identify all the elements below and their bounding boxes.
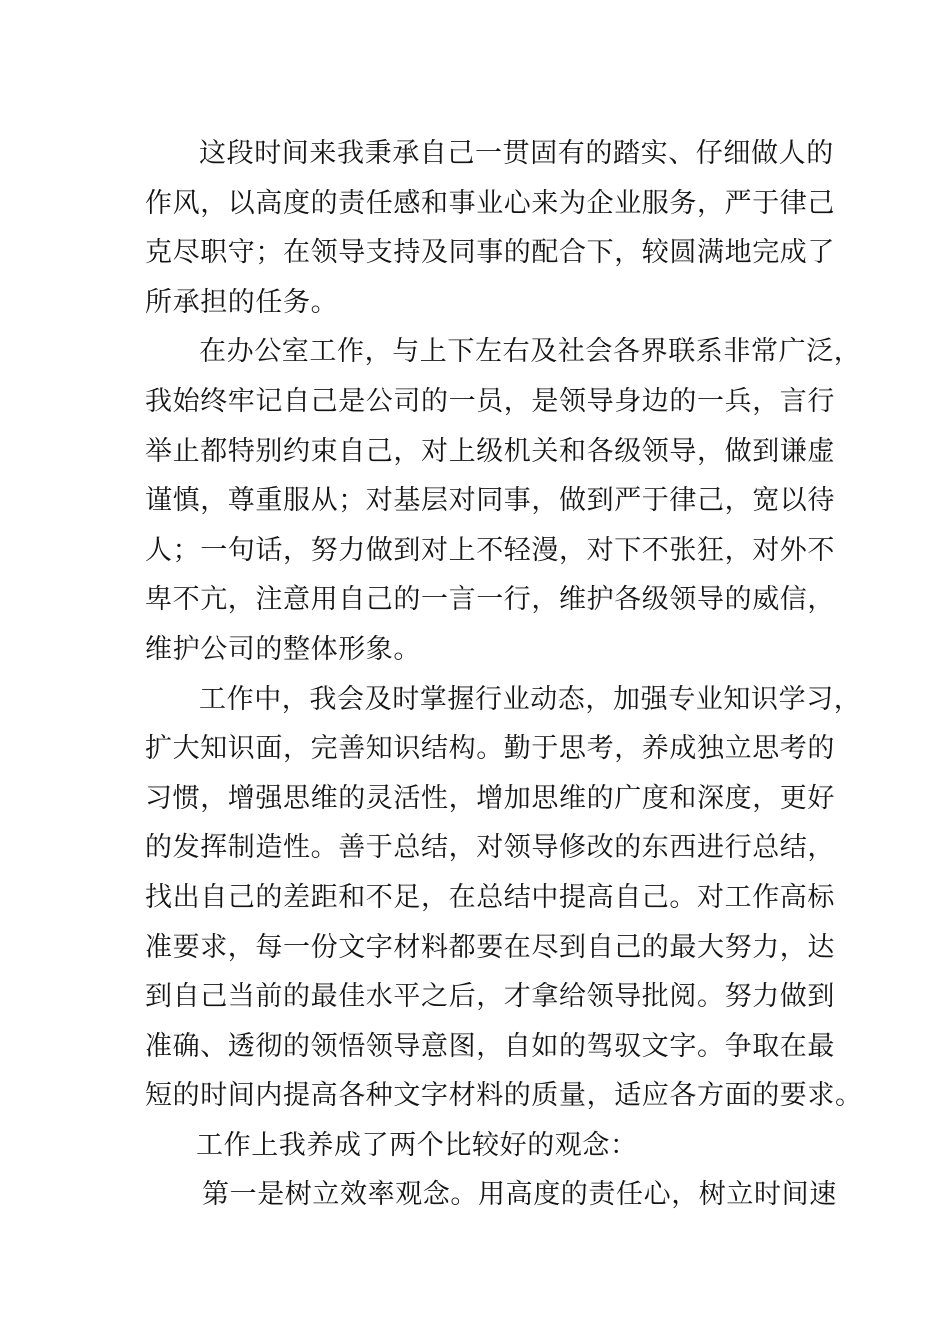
paragraph-1-line-1: 这段时间来我秉承自己一贯固有的踏实、仔细做人的	[199, 138, 834, 169]
paragraph-1-line-2: 作风，以高度的责任感和事业心来为企业服务，严于律己	[145, 187, 835, 219]
paragraph-3-line-3: 习惯，增强思维的灵活性，增加思维的广度和深度，更好	[145, 782, 835, 814]
paragraph-3-line-6: 准要求，每一份文字材料都要在尽到自己的最大努力，达	[145, 931, 835, 963]
paragraph-3-line-8: 准确、透彻的领悟领导意图，自如的驾驭文字。争取在最	[145, 1030, 835, 1062]
paragraph-2-line-2: 我始终牢记自己是公司的一员，是领导身边的一兵，言行	[145, 385, 835, 417]
paragraph-2-line-7: 维护公司的整体形象。	[145, 633, 421, 665]
paragraph-3-line-5: 找出自己的差距和不足，在总结中提高自己。对工作高标	[145, 881, 835, 913]
paragraph-5-line-1: 第一是树立效率观念。用高度的责任心，树立时间速	[202, 1179, 837, 1211]
paragraph-2-line-6: 卑不亢，注意用自己的一言一行，维护各级领导的威信，	[145, 584, 835, 616]
paragraph-2-line-3: 举止都特别约束自己，对上级机关和各级领导，做到谦虚	[145, 435, 835, 467]
paragraph-3-line-2: 扩大知识面，完善知识结构。勤于思考，养成独立思考的	[145, 733, 835, 765]
paragraph-4-line-1: 工作上我养成了两个比较好的观念：	[196, 1129, 638, 1161]
paragraph-3-line-1: 工作中，我会及时掌握行业动态，加强专业知识学习，	[199, 683, 862, 715]
paragraph-3-line-4: 的发挥制造性。善于总结，对领导修改的东西进行总结，	[145, 832, 835, 864]
paragraph-1-line-3: 克尽职守；在领导支持及同事的配合下，较圆满地完成了	[145, 237, 835, 269]
paragraph-3-line-9: 短的时间内提高各种文字材料的质量，适应各方面的要求。	[145, 1080, 863, 1112]
paragraph-2-line-4: 谨慎，尊重服从；对基层对同事，做到严于律己，宽以待	[145, 485, 835, 517]
paragraph-2-line-1: 在办公室工作，与上下左右及社会各界联系非常广泛，	[199, 336, 862, 368]
document-body	[145, 129, 863, 1220]
paragraph-1-line-4: 所承担的任务。	[145, 286, 339, 318]
paragraph-2-line-5: 人；一句话，努力做到对上不轻漫，对下不张狂，对外不	[145, 534, 835, 566]
paragraph-3-line-7: 到自己当前的最佳水平之后，才拿给领导批阅。努力做到	[145, 981, 835, 1013]
